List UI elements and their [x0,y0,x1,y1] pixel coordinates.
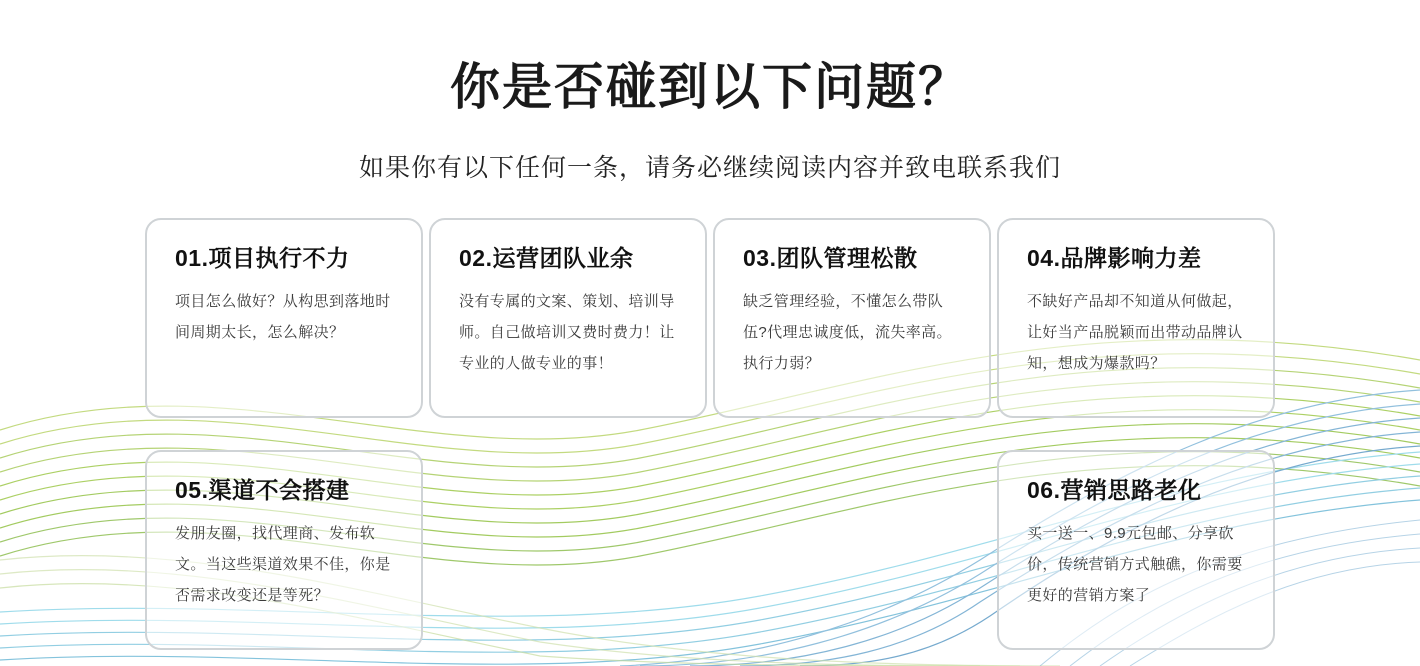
problem-card[interactable] [997,450,1275,650]
card-body: 不缺好产品却不知道从何做起，让好当产品脱颖而出带动品牌认知，想成为爆款吗？ [1027,293,1243,372]
card-title: 03.团队管理松散 [743,245,918,271]
card-title: 04.品牌影响力差 [1027,245,1202,271]
card-title: 06.营销思路老化 [1027,477,1202,503]
problem-card-grid [145,218,1275,650]
card-title: 05.渠道不会搭建 [175,477,350,503]
problem-card[interactable] [713,218,991,418]
card-body: 项目怎么做好？从构思到落地时间周期太长，怎么解决？ [175,293,391,341]
page-subtitle: 如果你有以下任何一条，请务必继续阅读内容并致电联系我们 [358,154,1061,182]
card-body: 缺乏管理经验，不懂怎么带队伍?代理忠诚度低，流失率高。执行力弱？ [743,293,952,372]
card-body: 没有专属的文案、策划、培训导师。自己做培训又费时费力！让专业的人做专业的事！ [459,293,675,372]
problem-card[interactable] [997,218,1275,418]
problem-card[interactable] [145,218,423,418]
problem-card[interactable] [429,218,707,418]
card-title: 01.项目执行不力 [175,245,350,271]
card-body: 买一送一、9.9元包邮、分享砍价，传统营销方式触礁，你需要更好的营销方案了 [1027,525,1243,604]
card-title: 02.运营团队业余 [459,245,634,271]
page-title: 你是否碰到以下问题？ [450,58,970,115]
problem-card[interactable] [145,450,423,650]
card-body: 发朋友圈，找代理商、发布软文。当这些渠道效果不佳，你是否需求改变还是等死？ [175,525,391,604]
content-container [0,34,1420,651]
